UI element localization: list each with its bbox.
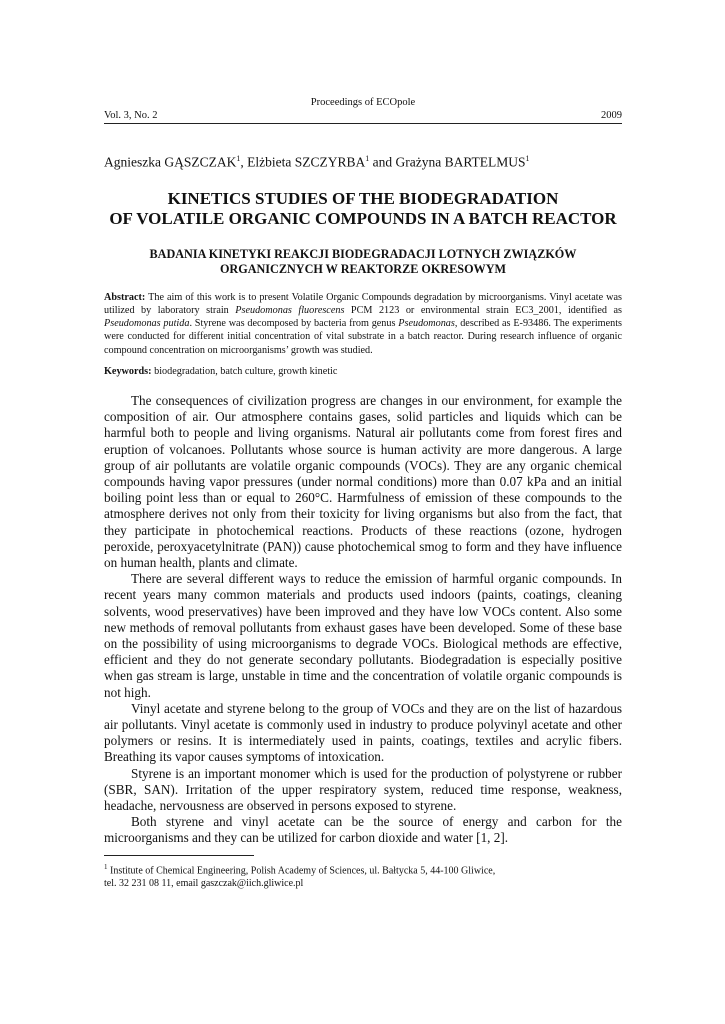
author-2: Elżbieta SZCZYRBA bbox=[247, 154, 366, 170]
footnote-divider bbox=[104, 855, 254, 856]
footnote-affiliation: Institute of Chemical Engineering, Polish Academy of Sciences, ul. Bałtycka 5, 44-100 Gliwice, bbox=[107, 865, 496, 876]
abstract-label: Abstract: bbox=[104, 291, 146, 303]
paper-title-polish bbox=[104, 247, 622, 277]
footnote-line-1 bbox=[104, 861, 622, 877]
paper-title-polish-line: BADANIA KINETYKI REAKCJI BIODEGRADACJI LOTNYCH ZWIĄZKÓW bbox=[149, 246, 577, 261]
body-paragraph: Styrene is an important monomer which is used for the production of polystyrene or rubber (SBR, SAN). Irritation of the upper respiratory system, reduced time response, weakness, headache, nervousness are observed in persons exposed to styrene. bbox=[104, 765, 622, 814]
abstract-text: , described as E-93486. The experiments were conducted for different initial concentration of vital substrate in a batch reactor. During research influence of organic compound concentration on microorganisms’ growth was studied. bbox=[104, 318, 622, 356]
author-3-affiliation: 1 bbox=[525, 154, 530, 163]
footnote bbox=[104, 861, 622, 890]
body-paragraph: The consequences of civilization progress are changes in our environment, for example the composition of air. Our atmosphere contains gases, solid particles and liquids which can be harmful both to people and living organisms. Natural air pollutants come from forest fires and eruption of volcanoes. Pollutants whose source is human activity are more dangerous. A large group of air pollutants are volatile organic compounds (VOCs). They are any organic chemical compounds having vapor pressures (under normal conditions) more than 0.07 kPa and an initial boiling point less than or equal to 260°C. Harmfulness of emission of these compounds to the atmosphere derives not only from their toxicity for living organisms but also from the fact, that they participate in photochemical reactions. Products of these reactions (ozone, hydrogen peroxide, peroxyacetylnitrate (PAN)) cause photochemical smog to form and they have influence on human health, plants and climate. bbox=[104, 392, 622, 571]
footnote-marker: 1 bbox=[104, 862, 108, 871]
paper-title-line: KINETICS STUDIES OF THE BIODEGRADATION bbox=[167, 188, 559, 208]
abstract-species: Pseudomonas fluorescens bbox=[235, 304, 345, 316]
keywords-text: biodegradation, batch culture, growth kinetic bbox=[151, 365, 338, 377]
keywords-label: Keywords: bbox=[104, 365, 152, 377]
page bbox=[104, 96, 622, 890]
author-3: Grażyna BARTELMUS bbox=[395, 154, 526, 170]
author-separator: , bbox=[240, 154, 248, 170]
author-1: Agnieszka GĄSZCZAK bbox=[104, 154, 237, 170]
body-paragraph: Both styrene and vinyl acetate can be the source of energy and carbon for the microorganisms and they can be utilized for carbon dioxide and water [1, 2]. bbox=[104, 814, 622, 846]
paper-title bbox=[104, 189, 622, 229]
abstract-text: PCM 2123 or environmental strain EC3_2001, identified as bbox=[344, 304, 622, 316]
footnote-contact: tel. 32 231 08 11, email gaszczak@iich.gliwice.pl bbox=[104, 878, 304, 889]
author-2-affiliation: 1 bbox=[365, 154, 370, 163]
body-paragraph: There are several different ways to reduce the emission of harmful organic compounds. In recent years many common materials and products used indoors (paints, coatings, cleaning solvents, wood preservatives) have been improved and they have low VOCs content. Also some new methods of removal pollutants from exhaust gases have been developed. Some of these base on the possibility of using microorganisms to degrade VOCs. Biological methods are effective, efficient and they do not generate secondary pollutants. Biodegradation is especially positive when gas stream is large, unstable in time and the concentration of volatile organic compounds is not high. bbox=[104, 571, 622, 700]
abstract bbox=[104, 291, 622, 357]
keywords bbox=[104, 365, 622, 378]
volume-number: Vol. 3, No. 2 bbox=[104, 110, 158, 121]
abstract-species: Pseudomonas putida bbox=[104, 318, 190, 330]
abstract-text: . Styrene was decomposed by bacteria from genus bbox=[189, 318, 399, 330]
author-1-affiliation: 1 bbox=[236, 154, 241, 163]
abstract-text: The aim of this work is to present Volatile Organic Compounds degradation by microorganisms. Vinyl acetate was utilized by laboratory strain bbox=[104, 291, 622, 316]
abstract-genus: Pseudomonas bbox=[398, 318, 455, 330]
volume-row bbox=[104, 109, 622, 124]
author-list bbox=[104, 151, 622, 171]
body-text bbox=[104, 393, 622, 847]
paper-title-line: OF VOLATILE ORGANIC COMPOUNDS IN A BATCH REACTOR bbox=[109, 208, 617, 228]
publication-year: 2009 bbox=[601, 110, 622, 121]
body-paragraph: Vinyl acetate and styrene belong to the group of VOCs and they are on the list of hazardous air pollutants. Vinyl acetate is commonly used in industry to produce polyvinyl acetate and other polymers or resins. It is intermediately used in paints, coatings, textiles and acrylic fibers. Breathing its vapor causes symptoms of intoxication. bbox=[104, 700, 622, 765]
journal-title: Proceedings of ECOpole bbox=[310, 97, 416, 108]
paper-title-polish-line: ORGANICZNYCH W REAKTORZE OKRESOWYM bbox=[219, 261, 507, 276]
author-separator: and bbox=[369, 154, 396, 170]
